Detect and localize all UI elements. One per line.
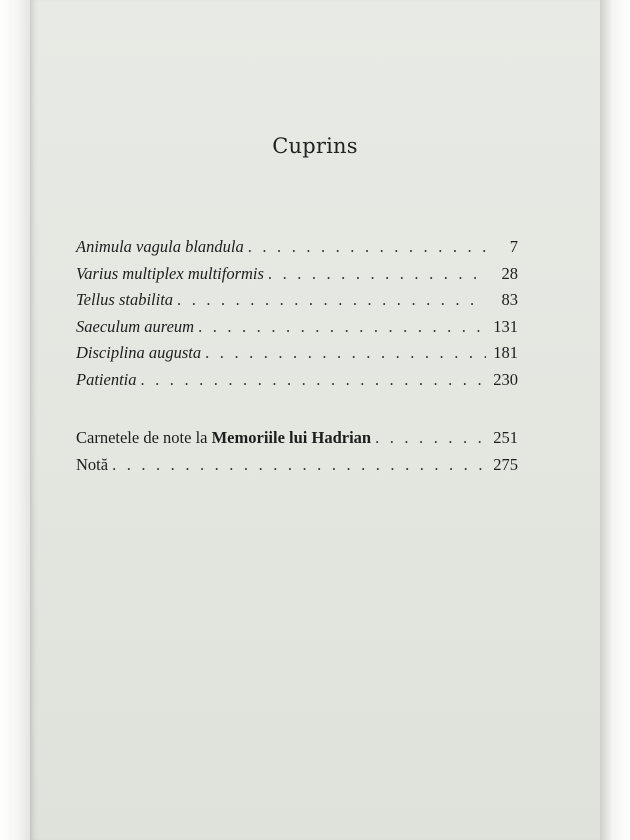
toc-entry-title	[76, 452, 108, 479]
toc-entry	[76, 425, 518, 452]
toc-entry	[76, 287, 518, 314]
toc-entry-page: 181	[493, 343, 518, 362]
leader-dots	[112, 452, 486, 479]
toc-entry	[76, 314, 518, 341]
toc-entry	[76, 340, 518, 367]
toc-appendix	[76, 425, 518, 478]
leader-dots	[375, 425, 486, 452]
toc-entry-page: 83	[501, 290, 518, 309]
left-page-edge	[0, 0, 30, 840]
toc-entry-prefix: Notă	[76, 454, 109, 474]
toc-entry-title: Varius multiplex multiformis	[76, 263, 264, 283]
toc-entry-page: 131	[493, 316, 518, 336]
toc-entry-title: Saeculum aureum	[76, 316, 195, 336]
leader-dots	[177, 287, 486, 314]
toc-chapters	[76, 234, 518, 393]
page-title: Cuprins	[272, 134, 358, 158]
leader-dots	[248, 234, 486, 261]
toc-entry-bold-title: Memoriile lui Hadrian	[211, 428, 372, 447]
leader-dots	[141, 367, 487, 394]
toc-entry-page: 230	[493, 369, 518, 389]
toc-entry-prefix: Carnetele de note la	[76, 428, 212, 447]
right-page-edge	[600, 0, 630, 840]
toc-entry-title: Tellus stabilita	[76, 290, 174, 309]
toc-entry	[76, 261, 518, 288]
leader-dots	[198, 314, 486, 341]
toc-entry-title: Animula vagula blandula	[76, 237, 244, 256]
toc-entry	[76, 234, 518, 261]
toc-entry-page: 28	[501, 263, 518, 283]
leader-dots	[205, 340, 486, 367]
toc-entry	[76, 367, 518, 394]
toc-entry-page: 251	[493, 428, 518, 447]
toc-entry	[76, 452, 518, 479]
toc-entry-page: 275	[493, 454, 518, 474]
toc-entry-title	[76, 425, 371, 452]
leader-dots	[268, 261, 486, 288]
toc-entry-page: 7	[509, 237, 518, 256]
toc-entry-title: Patientia	[76, 369, 137, 389]
toc-entry-title: Disciplina augusta	[76, 343, 202, 362]
book-page	[30, 0, 600, 840]
